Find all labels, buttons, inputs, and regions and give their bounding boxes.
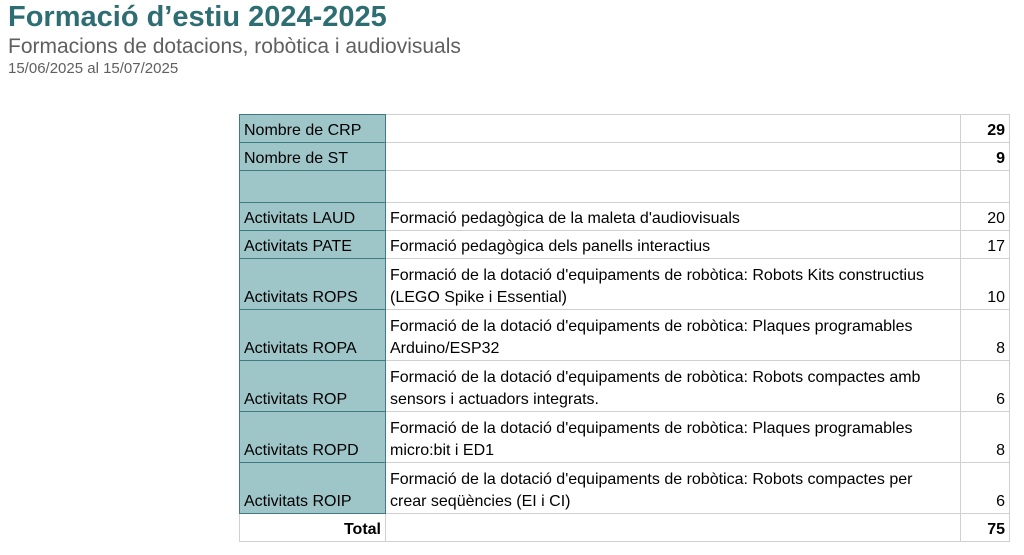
row-label [240,171,386,203]
table-row [240,463,1010,514]
row-description [386,361,961,412]
table-row [240,259,1010,310]
row-value: 10 [961,259,1010,310]
table-row [240,143,1010,171]
date-range: 15/06/2025 al 15/07/2025 [8,60,179,77]
row-value: 20 [961,203,1010,231]
table-row [240,231,1010,259]
row-label: Activitats PATE [240,231,386,259]
page-title: Formació d’estiu 2024-2025 [8,1,387,33]
row-value: 9 [961,143,1010,171]
page-subtitle: Formacions de dotacions, robòtica i audiovisuals [8,35,461,58]
row-label: Activitats LAUD [240,203,386,231]
summary-table [239,114,1010,542]
row-value [961,171,1010,203]
row-label: Activitats ROPS [240,259,386,310]
row-value: 6 [961,463,1010,514]
row-description [386,412,961,463]
row-description [386,463,961,514]
row-description [386,115,961,143]
row-description-line2: crear seqüències (EI i CI) [390,493,571,510]
row-label: Activitats ROPA [240,310,386,361]
table-row [240,361,1010,412]
row-label: Activitats ROPD [240,412,386,463]
table-row [240,310,1010,361]
row-description-line2: sensors i actuadors integrats. [390,391,599,408]
row-description-line2: micro:bit i ED1 [390,442,495,459]
row-description-line2: (LEGO Spike i Essential) [390,289,567,306]
row-value: 29 [961,115,1010,143]
row-description-line1: Formació de la dotació d'equipaments de robòtica: Plaques programables [390,318,913,335]
row-description: Formació pedagògica de la maleta d'audiovisuals [386,203,961,231]
report-header [8,0,461,78]
row-description [386,143,961,171]
total-row [240,514,1010,542]
row-description-line1: Formació de la dotació d'equipaments de robòtica: Robots Kits constructius [390,267,924,284]
row-description-line1: Formació de la dotació d'equipaments de robòtica: Plaques programables [390,420,913,437]
row-label: Nombre de CRP [240,115,386,143]
row-label: Activitats ROP [240,361,386,412]
total-value: 75 [961,514,1010,542]
row-value: 8 [961,412,1010,463]
row-description [386,310,961,361]
row-description [386,171,961,203]
row-label: Nombre de ST [240,143,386,171]
row-value: 8 [961,310,1010,361]
row-description: Formació pedagògica dels panells interactius [386,231,961,259]
table-row [240,115,1010,143]
total-label: Total [240,514,386,542]
row-value: 17 [961,231,1010,259]
row-description-line2: Arduino/ESP32 [390,340,500,357]
table-row [240,412,1010,463]
total-description [386,514,961,542]
table-row [240,203,1010,231]
table-row-empty [240,171,1010,203]
row-description-line1: Formació de la dotació d'equipaments de robòtica: Robots compactes per [390,471,913,488]
row-description [386,259,961,310]
row-description-line1: Formació de la dotació d'equipaments de robòtica: Robots compactes amb [390,369,921,386]
row-value: 6 [961,361,1010,412]
row-label: Activitats ROIP [240,463,386,514]
